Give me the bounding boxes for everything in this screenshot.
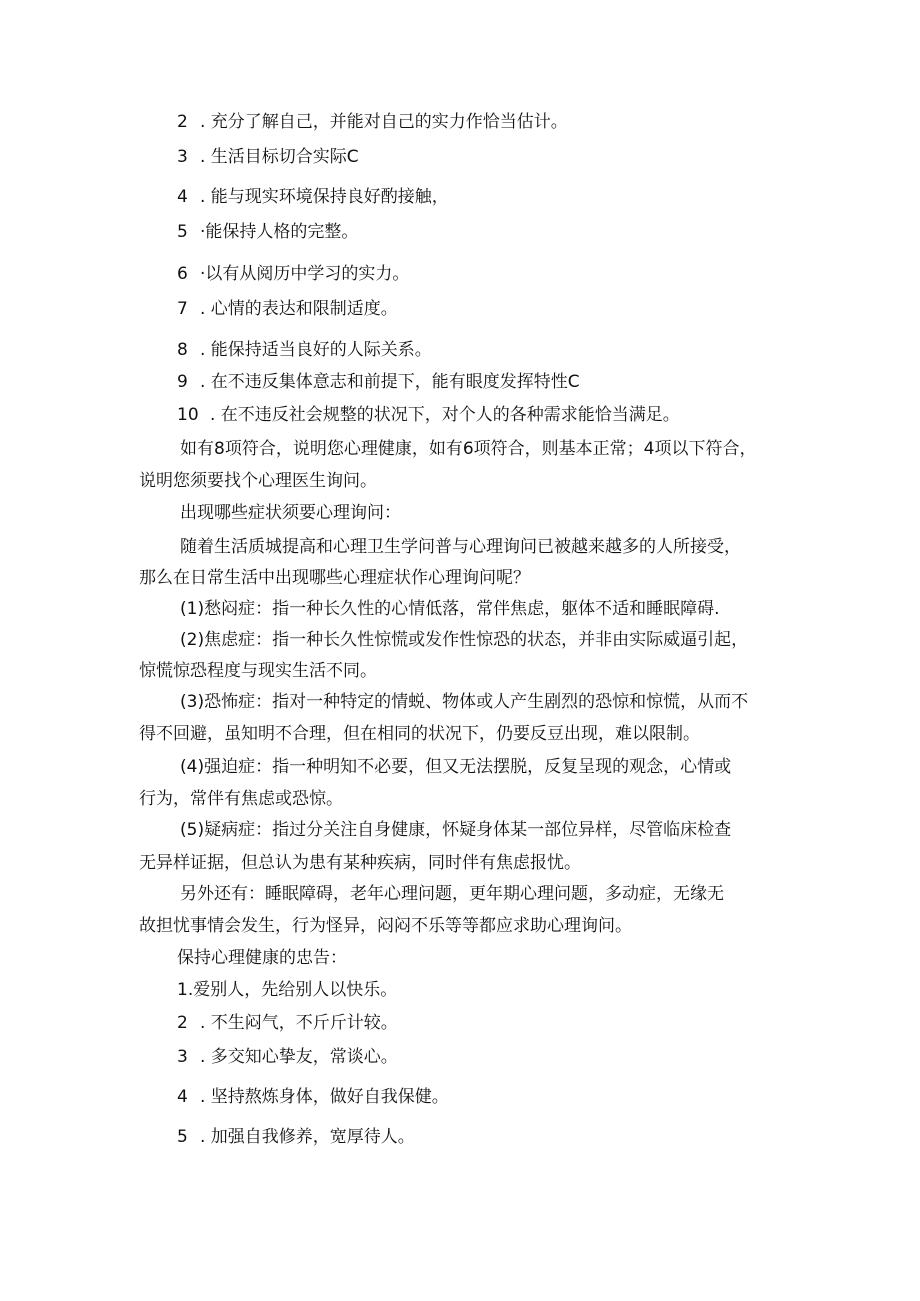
criteria-number: 6 (177, 264, 188, 284)
criteria-number: 3 (177, 147, 188, 167)
criteria-text: . 生活目标切合实际C (200, 147, 359, 167)
intro-text: 随着生活质城提高和心理卫生学问普与心理询问已被越来越多的人所接受， (180, 537, 741, 557)
advice-text: . 多交知心挚友，常谈心。 (200, 1047, 398, 1067)
advice-number: 5 (177, 1127, 188, 1147)
advice-text: . 加强自我修养，宽厚待人。 (200, 1127, 415, 1147)
section-heading: 出现哪些症状须要心理询问： (180, 503, 401, 523)
symptom-item: (4)强迫症：指一种明知不必要，但又无法摆脱，反复呈现的观念，心情或 (180, 757, 732, 777)
advice-text: . 不生闷气，不斤斤计较。 (200, 1013, 398, 1033)
criteria-number: 2 (177, 112, 188, 132)
advice-text: . 坚持熬炼身体，做好自我保健。 (200, 1087, 449, 1107)
symptom-item: (3)恐怖症：指对一种特定的情蜕、物体或人产生剧烈的恐惊和惊慌，从而不 (180, 692, 749, 712)
intro-text: 那么在日常生活中出现哪些心理症状作心理询问呢？ (139, 568, 530, 588)
symptom-item: (2)焦虑症：指一种长久性惊慌或发作性惊恐的状态，并非由实际威逼引起， (180, 630, 749, 650)
criteria-text: ·以有从阅历中学习的实力。 (200, 264, 410, 284)
symptom-item: 无异样证据，但总认为患有某种疾病，同时伴有焦虑报忧。 (139, 853, 581, 873)
criteria-number: 10 (177, 405, 199, 425)
criteria-text: ·能保持人格的完整。 (200, 222, 359, 242)
criteria-number: 5 (177, 222, 188, 242)
advice-number: 4 (177, 1087, 188, 1107)
criteria-text: . 在不违反集体意志和前提下，能有眼度发挥特性C (200, 372, 580, 392)
criteria-number: 4 (177, 187, 188, 207)
symptom-item: 得不回避，虽知明不合理，但在相同的状况下，仍要反豆出现，难以限制。 (139, 724, 700, 744)
advice-number: 3 (177, 1047, 188, 1067)
others-text: 故担忧事情会发生，行为怪异，闷闷不乐等等都应求助心理询问。 (139, 916, 632, 936)
section-heading: 保持心理健康的忠告： (177, 948, 347, 968)
scoring-text: 如有8项符合，说明您心理健康，如有6项符合，则基本正常；4项以下符合， (180, 439, 757, 459)
symptom-item: (5)疑病症：指过分关注自身健康，怀疑身体某一部位异样，尽管临床检查 (180, 820, 732, 840)
advice-item: 1.爱别人，先给别人以快乐。 (177, 980, 398, 1000)
criteria-number: 9 (177, 372, 188, 392)
criteria-text: . 在不违反社会规整的状况下，对个人的各种需求能恰当满足。 (210, 405, 680, 425)
symptom-item: (1)愁闷症：指一种长久性的心情低落，常伴焦虑，躯体不适和睡眠障碍. (180, 599, 720, 619)
criteria-text: . 充分了解自己，并能对自己的实力作恰当估计。 (200, 112, 568, 132)
criteria-text: . 能与现实环境保持良好酌接触， (200, 187, 449, 207)
criteria-number: 8 (177, 340, 188, 360)
scoring-text: 说明您须要找个心理医生询问。 (139, 471, 377, 491)
criteria-number: 7 (177, 299, 188, 319)
advice-number: 2 (177, 1013, 188, 1033)
symptom-item: 行为，常伴有焦虑或恐惊。 (139, 789, 343, 809)
criteria-text: . 能保持适当良好的人际关系。 (200, 340, 432, 360)
others-text: 另外还有：睡眠障碍，老年心理问题，更年期心理问题，多动症，无缘无 (180, 884, 724, 904)
symptom-item: 惊慌惊恐程度与现实生活不同。 (139, 661, 377, 681)
criteria-text: . 心情的表达和限制适度。 (200, 299, 398, 319)
